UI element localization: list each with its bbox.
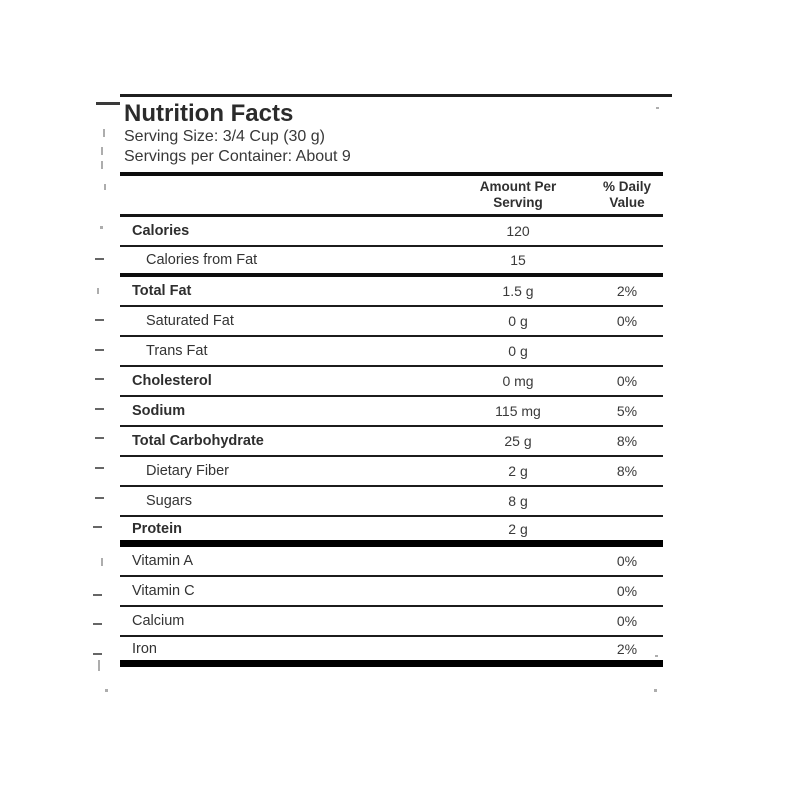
nutrient-daily-value: 5% [616,403,638,419]
scan-artifact-tick [104,184,106,190]
row-iron [120,637,663,667]
row-vitamin-a [120,547,663,577]
column-header-daily-line1: % Daily [602,179,652,194]
scan-artifact-dash [96,102,120,105]
scan-artifact-dash [93,653,102,655]
row-total-fat [120,277,663,307]
nutrient-amount: 120 [506,223,530,239]
nutrient-name: Trans Fat [146,343,208,359]
nutrient-amount: 2 g [508,463,528,479]
nutrient-amount: 1.5 g [502,283,534,299]
nutrient-name: Calories [132,223,190,239]
scan-artifact-dash [93,623,102,625]
scan-artifact-dash [93,594,102,596]
row-calories-from-fat [120,247,663,277]
label-title: Nutrition Facts [124,100,294,127]
scan-artifact-dot [654,689,657,692]
nutrient-daily-value: 2% [616,640,638,657]
scan-artifact-dot [105,689,108,692]
row-vitamin-c [120,577,663,607]
scan-artifact-tick [101,558,103,566]
nutrient-amount: 0 mg [502,373,534,389]
nutrient-name: Sugars [146,493,192,509]
column-header-amount [445,179,591,211]
nutrient-name: Saturated Fat [146,313,234,329]
nutrient-amount: 2 g [508,520,528,537]
scan-artifact-tick [101,147,103,155]
nutrient-name: Iron [132,640,157,657]
row-total-carbohydrate [120,427,663,457]
scan-artifact-dash [95,378,104,380]
scan-artifact-tick [100,226,103,229]
scan-artifact-dot [656,107,659,109]
scan-artifact-dash [95,467,104,469]
nutrient-daily-value: 0% [616,553,638,569]
nutrient-name: Calcium [132,613,185,629]
nutrient-daily-value: 2% [616,283,638,299]
scan-artifact-dash [93,526,102,528]
nutrient-daily-value: 0% [616,373,638,389]
column-header-amount-line1: Amount Per [479,179,557,194]
scan-artifact-dash [95,258,104,260]
nutrient-name: Calories from Fat [146,252,258,268]
nutrient-amount: 15 [510,252,526,268]
scan-artifact-dash [95,319,104,321]
nutrient-daily-value: 0% [616,313,638,329]
scan-artifact-dot [655,655,658,657]
nutrient-name: Vitamin C [132,583,195,599]
nutrient-name: Protein [132,520,182,537]
scan-artifact-tick [98,660,100,671]
row-calories [120,217,663,247]
servings-per-container-text: Servings per Container: About 9 [124,148,351,165]
nutrient-amount: 0 g [508,343,528,359]
row-sodium [120,397,663,427]
row-calcium [120,607,663,637]
scan-artifact-dash [95,497,104,499]
scan-artifact-tick [103,129,105,137]
nutrient-amount: 25 g [504,433,532,449]
column-header-amount-line2: Serving [493,195,543,210]
row-dietary-fiber [120,457,663,487]
scan-artifact-tick [97,288,99,294]
column-header-daily-value [591,179,663,211]
row-saturated-fat [120,307,663,337]
nutrient-amount: 0 g [508,313,528,329]
nutrient-name: Vitamin A [132,553,193,569]
nutrient-daily-value: 0% [616,583,638,599]
nutrient-amount: 8 g [508,493,528,509]
column-header-row [120,176,663,217]
nutrient-daily-value: 0% [616,613,638,629]
nutrient-amount: 115 mg [495,403,541,419]
row-trans-fat [120,337,663,367]
nutrient-name: Dietary Fiber [146,463,229,479]
nutrient-daily-value: 8% [616,463,638,479]
row-protein [120,517,663,547]
nutrient-name: Total Carbohydrate [132,433,264,449]
column-header-daily-line2: Value [609,195,645,210]
scan-artifact-tick [101,161,103,169]
row-sugars [120,487,663,517]
scan-artifact-dash [95,408,104,410]
nutrient-name: Sodium [132,403,186,419]
row-cholesterol [120,367,663,397]
scan-artifact-dash [95,349,104,351]
nutrient-name: Cholesterol [132,373,212,389]
label-header [120,97,663,167]
scan-artifact-dash [95,437,104,439]
nutrient-name: Total Fat [132,283,192,299]
nutrition-facts-label [120,94,663,667]
serving-size-text: Serving Size: 3/4 Cup (30 g) [124,128,325,145]
nutrient-daily-value: 8% [616,433,638,449]
